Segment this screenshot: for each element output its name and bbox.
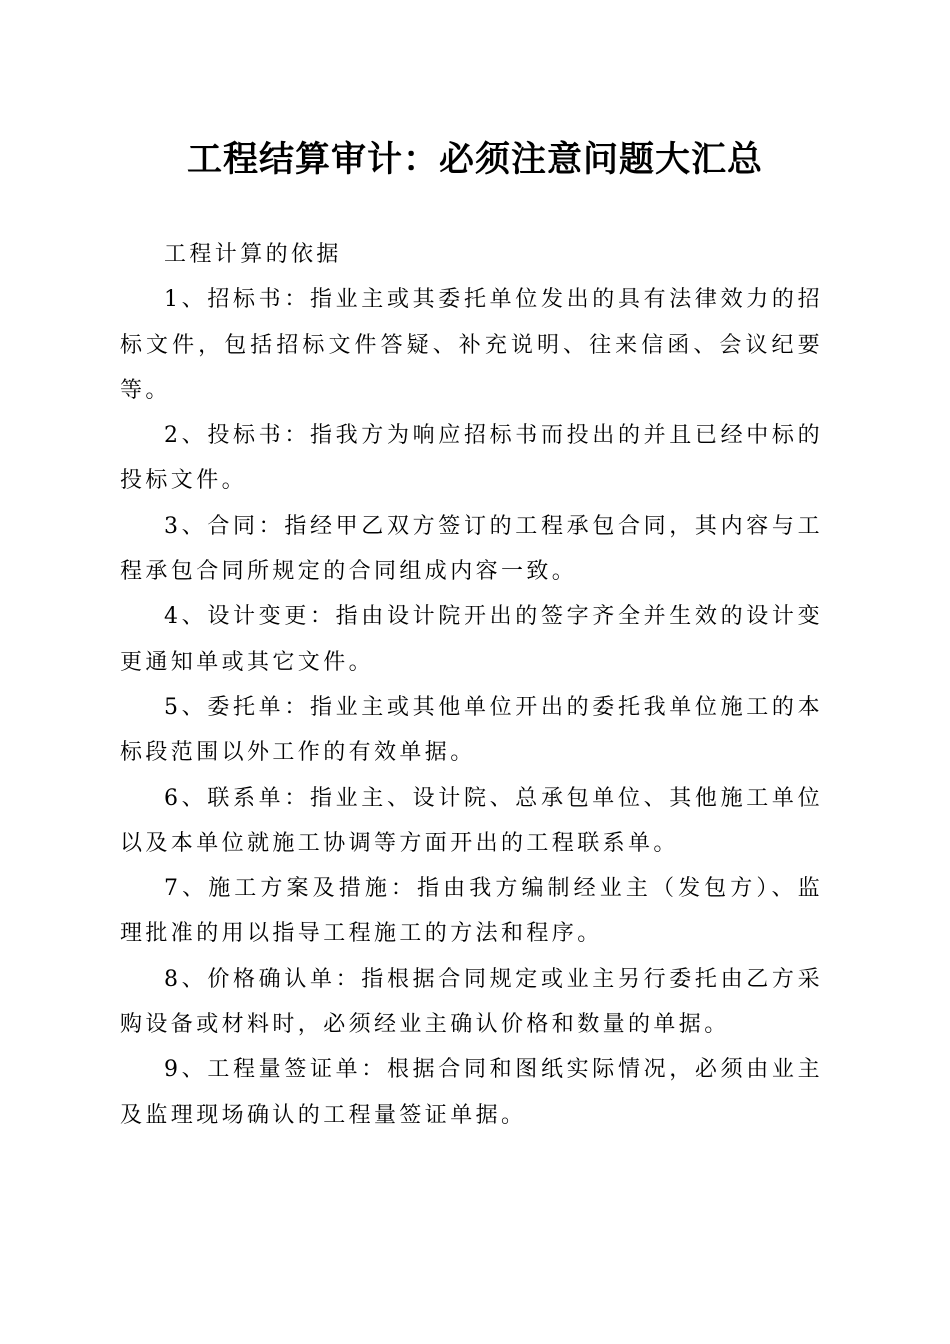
paragraph-item-8: 8、价格确认单：指根据合同规定或业主另行委托由乙方采购设备或材料时，必须经业主确认价格和数量的单据。	[120, 966, 823, 1038]
section-heading: 工程计算的依据	[164, 242, 342, 267]
paragraph-item-5: 5、委托单：指业主或其他单位开出的委托我单位施工的本标段范围以外工作的有效单据。	[120, 694, 823, 766]
paragraph-item-7: 7、施工方案及措施：指由我方编制经业主（发包方）、监理批准的用以指导工程施工的方法和程序。	[120, 876, 823, 947]
paragraph-item-3: 3、合同：指经甲乙双方签订的工程承包合同，其内容与工程承包合同所规定的合同组成内容一致。	[120, 513, 823, 585]
paragraph-item-1: 1、招标书：指业主或其委托单位发出的具有法律效力的招标文件，包括招标文件答疑、补充说明、往来信函、会议纪要等。	[120, 287, 823, 403]
paragraph-item-4: 4、设计变更：指由设计院开出的签字齐全并生效的设计变更通知单或其它文件。	[120, 604, 823, 675]
document-body	[120, 232, 823, 1138]
paragraph-item-2: 2、投标书：指我方为响应招标书而投出的并且已经中标的投标文件。	[120, 423, 823, 494]
paragraph-item-6: 6、联系单：指业主、设计院、总承包单位、其他施工单位以及本单位就施工协调等方面开出的工程联系单。	[120, 785, 823, 856]
document-title: 工程结算审计：必须注意问题大汇总	[186, 140, 763, 180]
paragraph-item-9: 9、工程量签证单：根据合同和图纸实际情况，必须由业主及监理现场确认的工程量签证单据。	[120, 1057, 823, 1128]
